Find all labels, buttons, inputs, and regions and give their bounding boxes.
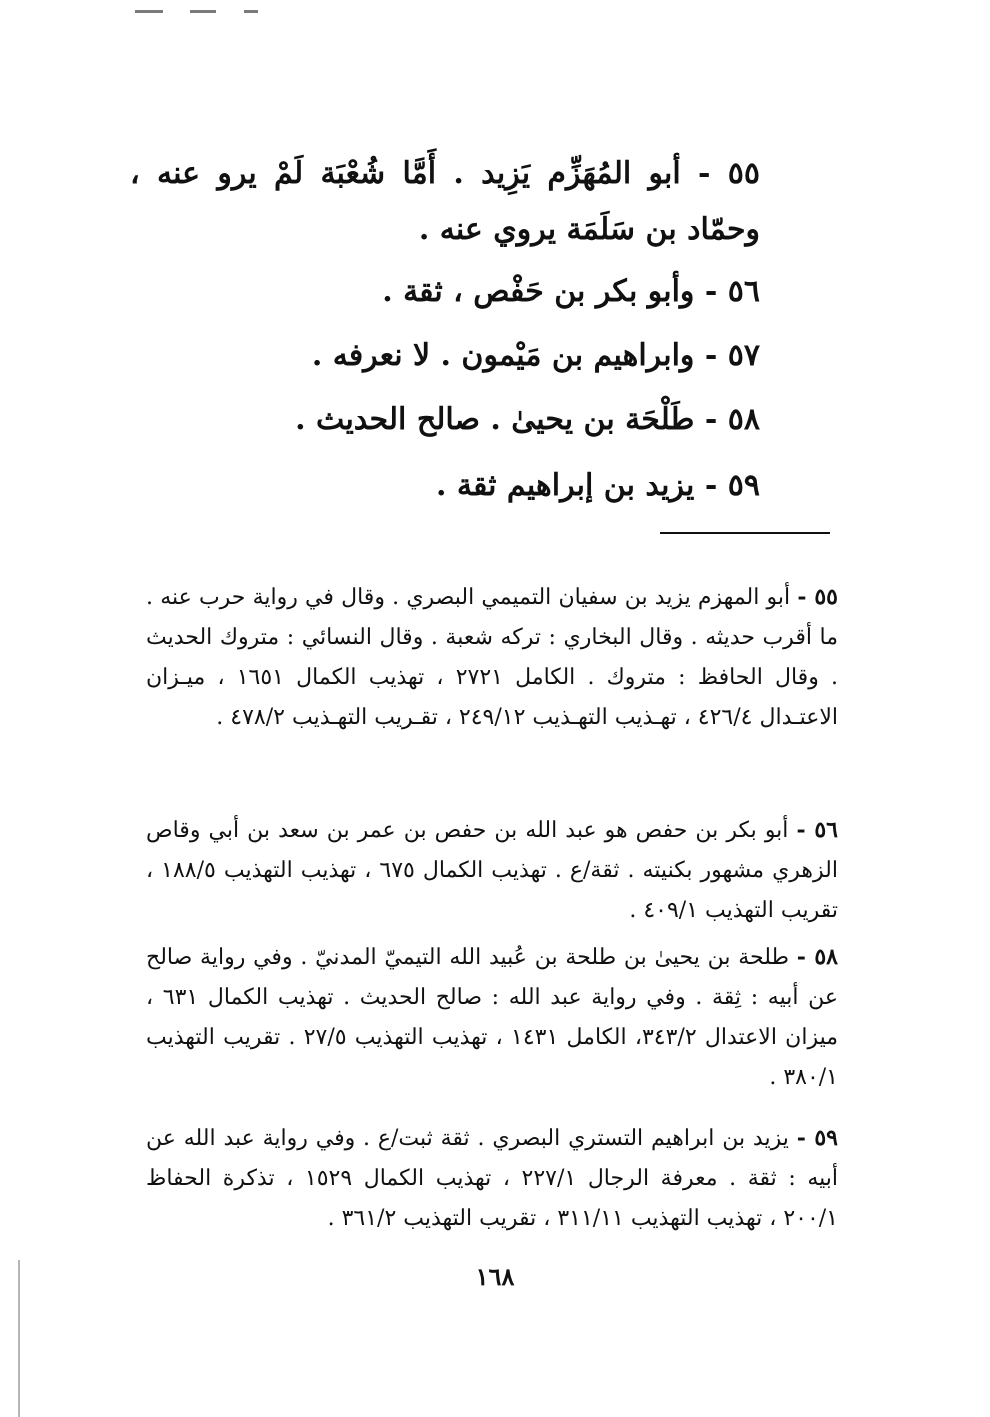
footnote-text: طلحة بن يحيىٰ بن طلحة بن عُبيد الله التيميّ المدنيّ . وفي رواية صالح عن أبيه : ثِقة . وفي رواية عبد الله : صالح الحديث . تهذيب الكمال ٦٣١ ، ميزان الاعتدال ٣٤٣/٢، الكامل ١٤٣١ ، تهذيب التهذيب ٢٧/٥ . تقريب التهذيب ٣٨٠/١ .	[146, 945, 839, 1090]
footnote-number: ٥٩ -	[796, 1125, 838, 1151]
entry-text: وابراهيم بن مَيْمون . لا نعرفه .	[311, 338, 695, 373]
main-entry	[382, 264, 760, 320]
scan-artifact-dash	[135, 10, 163, 13]
main-entry	[130, 146, 760, 258]
main-entry	[436, 458, 760, 514]
entry-number: ٥٦ -	[704, 274, 760, 309]
main-entry	[295, 392, 760, 448]
scan-artifact-dash	[244, 10, 258, 13]
footnote	[146, 810, 838, 931]
footnote	[146, 577, 838, 738]
page-number: ١٦٨	[475, 1262, 515, 1291]
entry-number: ٥٧ -	[704, 338, 760, 373]
entry-text: وأبو بكر بن حَفْص ، ثقة .	[382, 274, 695, 309]
footnote	[146, 937, 838, 1098]
footnote-text: يزيد بن ابراهيم التستري البصري . ثقة ثبت/ع . وفي رواية عبد الله عن أبيه : ثقة . معرفة الرجال ٢٢٧/١ ، تهذيب الكمال ١٥٢٩ ، تذكرة الحفاظ ٢٠٠/١ ، تهذيب التهذيب ٣١١/١١ ، تقريب التهذيب ٣٦١/٢ .	[146, 1126, 839, 1231]
main-entry	[312, 328, 760, 384]
entry-text: يزيد بن إبراهيم ثقة .	[435, 468, 695, 503]
entry-number: ٥٩ -	[704, 468, 760, 503]
entry-number: ٥٨ -	[704, 402, 760, 437]
footnote-text: أبو بكر بن حفص هو عبد الله بن حفص بن عمر بن سعد بن أبي وقاص الزهري مشهور بكنيته . ثقة/ع . تهذيب الكمال ٦٧٥ ، تهذيب التهذيب ١٨٨/٥ ، تقريب التهذيب ٤٠٩/١ .	[146, 818, 838, 923]
footnote-number: ٥٥ -	[797, 584, 838, 610]
footnote-number: ٥٨ -	[796, 944, 838, 970]
entry-text: أبو المُهَزِّم يَزِيد . أَمَّا شُعْبَة لَمْ يرو عنه ، وحمّاد بن سَلَمَة يروي عنه .	[130, 156, 760, 247]
footnote-number: ٥٦ -	[796, 817, 838, 843]
footnote-separator	[660, 532, 830, 534]
footnote	[146, 1118, 838, 1239]
entry-number: ٥٥ -	[698, 156, 760, 191]
scan-artifact-dash	[190, 10, 216, 13]
footnote-text: أبو المهزم يزيد بن سفيان التميمي البصري . وقال في رواية حرب عنه . ما أقرب حديثه . وقال البخاري : تركه شعبة . وقال النسائي : متروك الحديث . وقال الحافظ : متروك . الكامل ٢٧٢١ ، تهذيب الكمال ١٦٥١ ، ميـزان الاعتـدال ٤٢٦/٤ ، تهـذيب التهـذيب ٢٤٩/١٢ ، تقـريب التهـذيب ٤٧٨/٢ .	[146, 585, 838, 730]
entry-text: طَلْحَة بن يحيىٰ . صالح الحديث .	[295, 402, 695, 437]
